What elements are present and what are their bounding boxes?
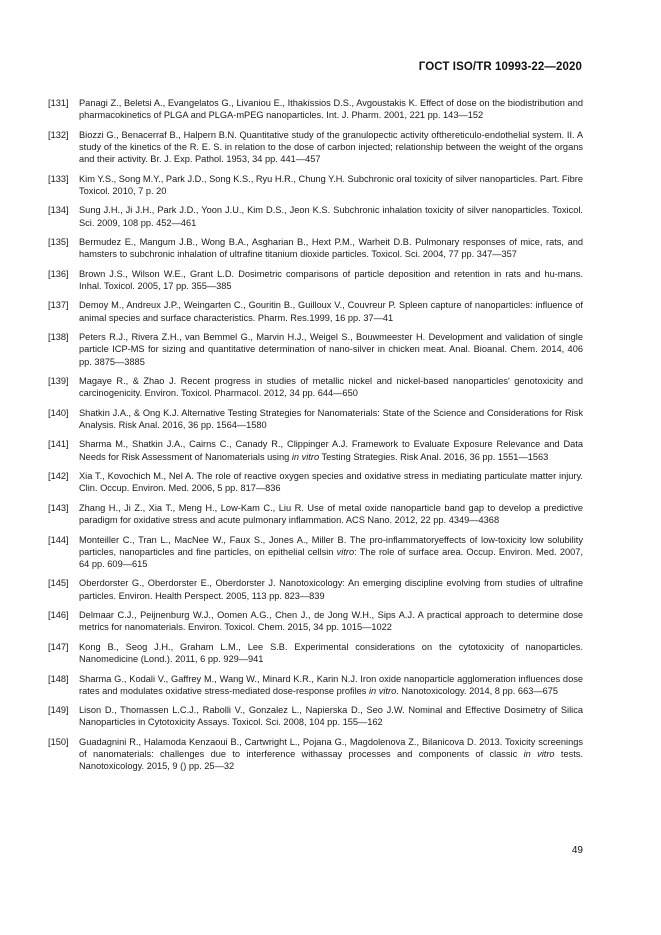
reference-text — [79, 577, 583, 601]
reference-text-italic: vitro — [336, 546, 355, 557]
reference-text-segment: Guadagnini R., Halamoda Kenzaoui B., Cartwright L., Pojana G., Magdolenova Z., Bilanicova D. 2013. Toxicity screenings of nanomaterials: challenges due to interference withassay processes and components of classic — [79, 736, 583, 760]
reference-entry — [48, 470, 583, 494]
reference-text-segment: Kim Y.S., Song M.Y., Park J.D., Song K.S., Ryu H.R., Chung Y.H. Subchronic oral toxicity of silver nanoparticles. Part. Fibre Toxicol. 2010, 7 p. 20 — [79, 173, 584, 196]
reference-text-segment: : The role of surface area. Occup. Environ. Med. 2007, 64 pp. 609—615 — [79, 546, 583, 569]
reference-text-segment: Biozzi G., Benacerraf B., Halpern B.N. Quantitative study of the granulopectic activity ofthereticulo-endothelial system. II. A study of the kinetics of the R. E. S. in relation to the dose of carbon injected; relationship between the weight of the organs and their activity. Br. J. Exp. Pathol. 1953, 34 pp. 441—457 — [79, 129, 583, 165]
reference-text — [79, 173, 583, 197]
reference-text-segment: Zhang H., Ji Z., Xia T., Meng H., Low-Kam C., Liu R. Use of metal oxide nanoparticle band gap to develop a predictive paradigm for oxidative stress and acute pulmonary inflammation. ACS Nano. 2012, 22 pp. 4349—4368 — [79, 502, 583, 526]
reference-number: [145] — [48, 578, 69, 589]
reference-text-segment: Testing Strategies. Risk Anal. 2016, 36 pp. 1551—1563 — [319, 451, 549, 462]
reference-text-segment: Delmaar C.J., Peijnenburg W.J., Oomen A.G., Chen J., de Jong W.H., Sips A.J. A practical approach to determine dose metrics for nanomaterials. Environ. Toxicol. Chem. 2015, 34 pp. 1015—1022 — [79, 610, 583, 633]
reference-entry — [48, 502, 583, 526]
reference-number: [132] — [48, 129, 69, 140]
reference-text — [79, 502, 583, 526]
reference-text-segment: Peters R.J., Rivera Z.H., van Bemmel G., Marvin H.J., Weigel S., Bouwmeester H. Development and validation of single particle ICP-MS for sizing and quantitative determination of nano-silver in chicken meat. Anal. Bioanal. Chem. 2014, 406 pp. 3875—3885 — [79, 332, 583, 367]
reference-entry — [48, 704, 583, 728]
reference-number: [149] — [48, 705, 69, 716]
reference-text-segment: Sharma M., Shatkin J.A., Cairns C., Canady R., Clippinger A.J. Framework to Evaluate Exposure Relevance and Data Needs for Risk Assessment of Nanomaterials using — [79, 439, 583, 462]
reference-text — [79, 609, 583, 633]
page-number: 49 — [571, 845, 583, 856]
reference-text-segment: Oberdorster G., Oberdorster E., Oberdorster J. Nanotoxicology: An emerging discipline evolving from studies of ultrafine particles. Environ. Health Perspect. 2005, 113 pp. 823—839 — [79, 578, 583, 601]
reference-text-segment: . Nanotoxicology. 2014, 8 pp. 663—675 — [396, 685, 559, 696]
reference-text — [79, 704, 583, 728]
reference-text — [79, 204, 583, 228]
reference-entry — [48, 268, 583, 292]
reference-entry — [48, 173, 583, 197]
reference-entry — [48, 407, 583, 431]
reference-entry — [48, 97, 583, 121]
reference-text-segment: Kong B., Seog J.H., Graham L.M., Lee S.B. Experimental considerations on the cytotoxicity of nanoparticles. Nanomedicine (Lond.). 2011, 6 pp. 929—941 — [79, 641, 583, 665]
reference-entry — [48, 299, 583, 323]
reference-text-segment: Xia T., Kovochich M., Nel A. The role of reactive oxygen species and oxidative stress in mediating particulate matter injury. Clin. Occup. Environ. Med. 2006, 5 pp. 817—836 — [79, 471, 583, 494]
reference-number: [144] — [48, 534, 69, 545]
reference-text-italic: in vitro — [523, 749, 555, 760]
reference-number: [147] — [48, 641, 69, 652]
reference-text-segment: Demoy M., Andreux J.P., Weingarten C., Gouritin B., Guilloux V., Couvreur P. Spleen capture of nanoparticles: influence of animal species and surface characteristics. Pharm. Res.1999, 16 pp. 37—41 — [79, 300, 583, 323]
reference-entry — [48, 236, 583, 260]
reference-number: [139] — [48, 376, 69, 387]
reference-entry — [48, 534, 583, 571]
reference-text — [79, 129, 583, 166]
reference-number: [133] — [48, 173, 69, 184]
reference-text-segment: tests. Nanotoxicology. 2015, 9 () pp. 25—32 — [79, 749, 583, 772]
reference-entry — [48, 736, 583, 773]
reference-entry — [48, 129, 583, 166]
reference-number: [136] — [48, 268, 69, 279]
reference-entry — [48, 609, 583, 633]
reference-text-segment: Monteiller C., Tran L., MacNee W., Faux S., Jones A., Miller B. The pro-inflammatoryeffects of low-toxicity low solubility particles, nanoparticles and fine particles, on epithelial cellsin — [79, 534, 583, 557]
reference-number: [146] — [48, 610, 69, 621]
reference-number: [131] — [48, 98, 69, 108]
reference-number: [135] — [48, 237, 69, 248]
reference-number: [137] — [48, 300, 69, 311]
reference-number: [142] — [48, 471, 69, 482]
reference-entry — [48, 204, 583, 228]
reference-text-segment: Sung J.H., Ji J.H., Park J.D., Yoon J.U., Kim D.S., Jeon K.S. Subchronic inhalation toxicity of silver nanoparticles. Toxicol. Sci. 2009, 108 pp. 452—461 — [79, 205, 583, 228]
reference-text — [79, 236, 583, 260]
reference-text — [79, 641, 583, 665]
reference-list — [48, 97, 583, 780]
reference-entry — [48, 577, 583, 601]
reference-text — [79, 673, 583, 697]
reference-entry — [48, 438, 583, 462]
reference-text — [79, 331, 583, 368]
reference-text — [79, 268, 583, 292]
reference-text-segment: Brown J.S., Wilson W.E., Grant L.D. Dosimetric comparisons of particle deposition and retention in rats and hu-mans. Inhal. Toxicol. 2005, 17 pp. 355—385 — [79, 268, 583, 291]
reference-text — [79, 736, 583, 773]
reference-number: [138] — [48, 332, 69, 343]
reference-text-segment: Panagi Z., Beletsi A., Evangelatos G., Livaniou E., Ithakissios D.S., Avgoustakis K. Effect of dose on the biodistribution and pharmacokinetics of PLGA and PLGA-mPEG nanoparticles. Int. J. Pharm. 2001, 221 pp. 143—152 — [79, 98, 583, 121]
reference-text — [79, 438, 583, 462]
reference-text — [79, 534, 583, 571]
reference-entry — [48, 673, 583, 697]
reference-number: [150] — [48, 736, 69, 747]
reference-number: [134] — [48, 205, 69, 216]
standard-designation: ГОСТ ISO/TR 10993-22—2020 — [418, 61, 582, 73]
reference-number: [140] — [48, 407, 69, 418]
reference-text-segment: Lison D., Thomassen L.C.J., Rabolli V., Gonzalez L., Napierska D., Seo J.W. Nominal and Effective Dosimetry of Silica Nanoparticles in Cytotoxicity Assays. Toxicol. Sci. 2008, 104 pp. 155—162 — [79, 705, 583, 728]
reference-entry — [48, 375, 583, 399]
reference-text — [79, 375, 583, 399]
reference-text-segment: Shatkin J.A., & Ong K.J. Alternative Testing Strategies for Nanomaterials: State of the Science and Considerations for Risk Analysis. Risk Anal. 2016, 36 pp. 1564—1580 — [79, 407, 583, 430]
reference-text — [79, 470, 583, 494]
reference-text — [79, 407, 583, 431]
reference-number: [143] — [48, 502, 69, 513]
reference-number: [141] — [48, 439, 69, 450]
reference-text — [79, 97, 583, 121]
reference-text-italic: in vitro — [291, 451, 320, 462]
reference-text — [79, 299, 583, 323]
reference-text-segment: Bermudez E., Mangum J.B., Wong B.A., Asgharian B., Hext P.M., Warheit D.B. Pulmonary responses of mice, rats, and hamsters to subchronic inhalation of ultrafine titanium dioxide particles. Toxicol. Sci. 2004, 77 pp. 347—357 — [79, 237, 583, 260]
reference-entry — [48, 641, 583, 665]
reference-number: [148] — [48, 673, 69, 684]
reference-text-segment: Sharma G., Kodali V., Gaffrey M., Wang W., Minard K.R., Karin N.J. Iron oxide nanoparticle agglomeration influences dose rates and modulates oxidative stress-mediated dose-response profiles — [79, 673, 583, 696]
reference-text-italic: in vitro — [368, 685, 397, 696]
reference-entry — [48, 331, 583, 368]
reference-text-segment: Magaye R., & Zhao J. Recent progress in studies of metallic nickel and nickel-based nanoparticles' genotoxicity and carcinogenicity. Environ. Toxicol. Pharmacol. 2012, 34 pp. 644—650 — [79, 376, 583, 399]
